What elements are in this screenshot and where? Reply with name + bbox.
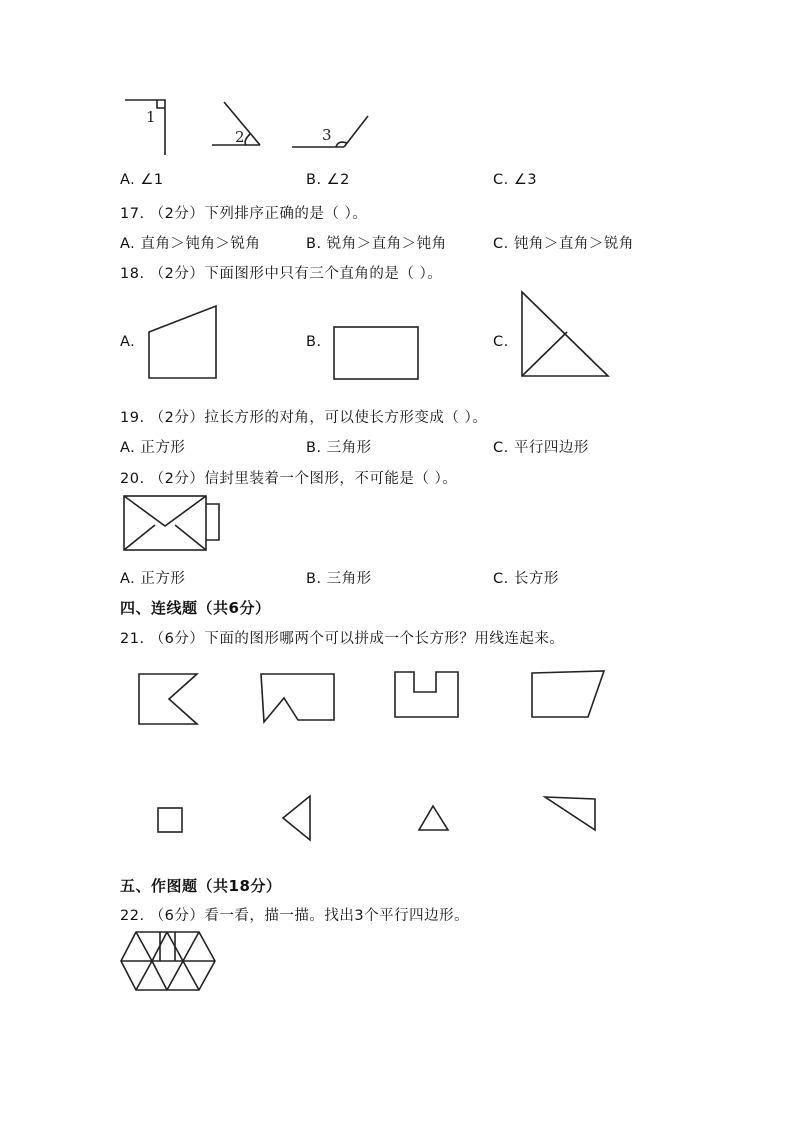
- q18-option-c[interactable]: C.: [493, 334, 509, 350]
- q18-option-b[interactable]: B.: [306, 334, 322, 350]
- q20-option-b[interactable]: B. 三角形: [306, 571, 372, 587]
- q21-question: 21. （6分）下面的图形哪两个可以拼成一个长方形？用线连起来。: [120, 631, 565, 647]
- angle-2-label: 2: [235, 128, 245, 146]
- q16-option-b[interactable]: B. ∠2: [306, 172, 350, 188]
- right-triangle-shape[interactable]: [543, 795, 603, 835]
- envelope-figure: [122, 494, 227, 554]
- q16-option-c[interactable]: C. ∠3: [493, 172, 538, 188]
- section-5-title: 五、作图题（共18分）: [120, 877, 282, 895]
- angle-3-figure: [292, 112, 372, 152]
- hexagon-grid-figure: [120, 928, 220, 996]
- left-triangle-shape[interactable]: [280, 794, 315, 844]
- angle-3-label: 3: [322, 126, 332, 144]
- q17-question: 17. （2分）下列排序正确的是（ ）。: [120, 206, 368, 222]
- q17-option-b[interactable]: B. 锐角＞直角＞钝角: [306, 236, 447, 252]
- q19-question: 19. （2分）拉长方形的对角，可以使长方形变成（ ）。: [120, 410, 488, 426]
- small-square-shape[interactable]: [156, 806, 186, 836]
- rectangle-figure: [332, 325, 422, 385]
- trapezoid-figure: [146, 304, 226, 384]
- q19-option-c[interactable]: C. 平行四边形: [493, 440, 589, 456]
- angle-2-figure: [212, 98, 272, 153]
- q19-option-a[interactable]: A. 正方形: [120, 440, 186, 456]
- notched-rectangle-shape[interactable]: [137, 672, 202, 727]
- trapezoid-shape[interactable]: [529, 669, 609, 721]
- small-triangle-shape[interactable]: [417, 804, 453, 834]
- q22-question: 22. （6分）看一看，描一描。找出3个平行四边形。: [120, 908, 470, 924]
- q18-question: 18. （2分）下面图形中只有三个直角的是（ ）。: [120, 266, 443, 282]
- q20-question: 20. （2分）信封里装着一个图形，不可能是（ ）。: [120, 471, 458, 487]
- q17-option-a[interactable]: A. 直角＞钝角＞锐角: [120, 236, 261, 252]
- q18-option-a[interactable]: A.: [120, 334, 136, 350]
- notched-top-shape[interactable]: [392, 670, 467, 720]
- angle-1-figure: [120, 95, 180, 155]
- angle-1-label: 1: [146, 108, 156, 126]
- q19-option-b[interactable]: B. 三角形: [306, 440, 372, 456]
- section-4-title: 四、连线题（共6分）: [120, 599, 271, 617]
- q20-option-a[interactable]: A. 正方形: [120, 571, 186, 587]
- split-triangle-figure: [520, 290, 615, 385]
- q16-option-a[interactable]: A. ∠1: [120, 172, 164, 188]
- q20-option-c[interactable]: C. 长方形: [493, 571, 559, 587]
- notched-bottom-shape[interactable]: [258, 672, 338, 727]
- q17-option-c[interactable]: C. 钝角＞直角＞锐角: [493, 236, 634, 252]
